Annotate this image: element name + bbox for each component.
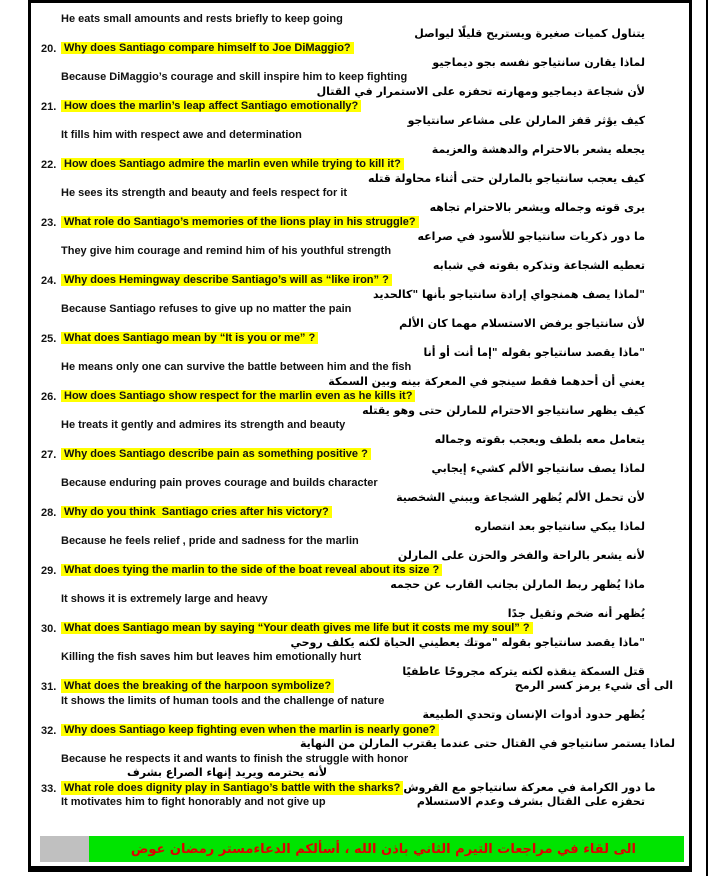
question-text-highlighted: Why does Santiago keep fighting even when the marlin is nearly gone? xyxy=(61,724,439,736)
question-number: 20. xyxy=(41,43,57,55)
question-text-highlighted: How does Santiago show respect for the marlin even as he kills it? xyxy=(61,390,415,402)
qa-arabic-row: يُظهر حدود أدوات الإنسان وتحدي الطبيعة xyxy=(422,708,645,721)
footer-message: الى لقاء في مراجعات التيرم الثاني باذن الله ، أسألكم الدعاء xyxy=(253,841,636,857)
qa-question-row xyxy=(31,389,689,404)
question-text-highlighted: Why does Santiago describe pain as something positive ? xyxy=(61,448,371,460)
question-number: 31. xyxy=(41,681,57,693)
qa-answer-row xyxy=(31,360,689,375)
question-number: 27. xyxy=(41,449,57,461)
qa-question-row xyxy=(31,723,689,738)
qa-question-row xyxy=(31,447,689,462)
qa-answer-row xyxy=(31,302,689,317)
qa-answer-row xyxy=(31,244,689,259)
arabic-text: الى أى شيء يرمز كسر الرمح xyxy=(514,679,673,692)
question-number: 25. xyxy=(41,333,57,345)
qa-arabic-row: لأن تحمل الألم يُظهر الشجاعة ويبني الشخصية xyxy=(396,490,645,504)
qa-question-row xyxy=(31,215,689,230)
question-text-highlighted: What does tying the marlin to the side of the boat reveal about its size ? xyxy=(61,564,442,576)
question-number: 24. xyxy=(41,275,57,287)
qa-answer-row xyxy=(31,752,689,767)
qa-question-row xyxy=(31,99,689,114)
qa-arabic-row: يُظهر أنه ضخم وثقيل جدًا xyxy=(507,606,645,620)
answer-text: He treats it gently and admires its strength and beauty xyxy=(61,419,346,431)
answer-text: It motivates him to fight honorably and not give up xyxy=(61,796,326,808)
page-shadow-line xyxy=(706,0,708,876)
question-text-highlighted: What role does dignity play in Santiago’s battle with the sharks? xyxy=(61,781,403,795)
qa-arabic-row: لأنه يشعر بالراحة والفخر والحزن على المارلن xyxy=(397,548,645,562)
qa-answer-row xyxy=(31,186,689,201)
question-text-highlighted: Why does Hemingway describe Santiago’s will as “like iron” ? xyxy=(61,274,392,286)
question-text-highlighted: Why do you think Santiago cries after his victory? xyxy=(61,506,332,518)
answer-text: He means only one can survive the battle between him and the fish xyxy=(61,361,412,373)
qa-pair-row xyxy=(31,795,689,810)
qa-question-row xyxy=(31,563,689,578)
qa-answer-row xyxy=(31,592,689,607)
qa-arabic-row: لأن سانتياجو يرفض الاستسلام مهما كان الألم xyxy=(399,316,645,330)
qa-arabic-row: يرى قوته وجماله ويشعر بالاحترام تجاهه xyxy=(429,200,645,214)
qa-arabic-row: تعطيه الشجاعة وتذكره بقوته في شبابه xyxy=(432,258,645,272)
qa-arabic-row: لماذا يصف سانتياجو الألم كشيء إيجابي xyxy=(431,461,645,475)
answer-text: It shows it is extremely large and heavy xyxy=(61,593,268,605)
question-text-highlighted: What does Santiago mean by “It is you or me” ? xyxy=(61,332,318,344)
qa-answer-row xyxy=(31,418,689,433)
answer-text: They give him courage and remind him of his youthful strength xyxy=(61,245,392,257)
question-text-highlighted: What does the breaking of the harpoon symbolize? xyxy=(61,679,334,693)
qa-arabic-row: لأنه يحترمه ويريد إنهاء الصراع بشرف xyxy=(127,766,328,779)
qa-arabic-row: قتل السمكة ينقذه لكنه يتركه مجروحًا عاطفيًا xyxy=(402,664,645,678)
qa-arabic-row: كيف يظهر سانتياجو الاحترام للمارلن حتى وهو يقتله xyxy=(362,403,645,417)
qa-pair-row xyxy=(31,679,689,694)
qa-answer-row xyxy=(31,128,689,143)
question-number: 22. xyxy=(41,159,57,171)
answer-text: It shows the limits of human tools and the challenge of nature xyxy=(61,694,385,707)
qa-arabic-row: "ماذا يقصد سانتياجو بقوله "إما أنت أو أنا xyxy=(423,345,645,359)
qa-question-row xyxy=(31,331,689,346)
footer-green-bar xyxy=(89,836,684,862)
qa-question-row xyxy=(31,621,689,636)
qa-arabic-row: يتناول كميات صغيرة ويستريح قليلًا ليواصل xyxy=(414,26,645,40)
qa-question-row xyxy=(31,41,689,56)
question-number: 26. xyxy=(41,391,57,403)
question-text-highlighted: What does Santiago mean by saying “Your death gives me life but it costs me my soul” ? xyxy=(61,622,533,634)
qa-arabic-row: لماذا يستمر سانتياجو في القتال حتى عندما يقترب المارلن من النهاية xyxy=(299,737,675,750)
footer-teacher-name: مستر رمضان عوض xyxy=(130,841,254,857)
qa-question-row xyxy=(31,273,689,288)
qa-arabic-row: "لماذا يصف همنجواي إرادة سانتياجو بأنها "كالحديد xyxy=(373,287,645,301)
question-text-highlighted: What role do Santiago’s memories of the lions play in his struggle? xyxy=(61,216,419,228)
question-text-highlighted: How does the marlin’s leap affect Santiago emotionally? xyxy=(61,100,361,112)
qa-arabic-row: ما دور ذكريات سانتياجو للأسود في صراعه xyxy=(417,229,645,243)
footer-bar xyxy=(40,836,684,862)
question-text-highlighted: How does Santiago admire the marlin even while trying to kill it? xyxy=(61,158,404,170)
question-text-highlighted: Why does Santiago compare himself to Joe DiMaggio? xyxy=(61,42,354,54)
footer-gray-box xyxy=(40,836,89,862)
qa-answer-row xyxy=(31,70,689,85)
qa-answer-row xyxy=(31,476,689,491)
qa-arabic-row: كيف يؤثر قفز المارلن على مشاعر سانتياجو xyxy=(407,113,645,127)
qa-arabic-row: يجعله يشعر بالاحترام والدهشة والعزيمة xyxy=(431,142,645,156)
answer-text: Because he feels relief , pride and sadness for the marlin xyxy=(61,535,359,547)
qa-answer-row xyxy=(31,650,689,665)
qa-list xyxy=(31,3,689,810)
answer-text: He sees its strength and beauty and feels respect for it xyxy=(61,187,348,199)
qa-arabic-row: يعني أن أحدهما فقط سينجو في المعركة بينه وبين السمكة xyxy=(328,374,645,388)
qa-question-row xyxy=(31,157,689,172)
qa-arabic-row: لأن شجاعة ديماجيو ومهارته تحفزه على الاستمرار في القتال xyxy=(316,84,645,98)
question-number: 28. xyxy=(41,507,57,519)
qa-answer-row xyxy=(31,694,689,709)
answer-text: Because enduring pain proves courage and builds character xyxy=(61,477,378,489)
answer-text: It fills him with respect awe and determination xyxy=(61,129,302,141)
page-frame xyxy=(28,0,692,872)
arabic-text: ما دور الكرامة في معركة سانتياجو مع القروش xyxy=(403,780,656,794)
qa-arabic-row: كيف يعجب سانتياجو بالمارلن حتى أثناء محاولة قتله xyxy=(367,171,645,185)
question-number: 29. xyxy=(41,565,57,577)
qa-arabic-row: لماذا يبكي سانتياجو بعد انتصاره xyxy=(474,519,645,533)
qa-answer-row xyxy=(31,12,689,27)
qa-answer-row xyxy=(31,534,689,549)
qa-arabic-row: "ماذا يقصد سانتياجو بقوله "موتك يعطيني الحياة لكنه يكلف روحي xyxy=(290,635,645,649)
answer-text: Because DiMaggio’s courage and skill inspire him to keep fighting xyxy=(61,71,408,83)
question-number: 23. xyxy=(41,217,57,229)
answer-text: He eats small amounts and rests briefly to keep going xyxy=(61,13,343,25)
qa-question-row xyxy=(31,505,689,520)
answer-text: Killing the fish saves him but leaves him emotionally hurt xyxy=(61,651,362,663)
answer-text: Because he respects it and wants to finish the struggle with honor xyxy=(61,752,409,765)
answer-text: Because Santiago refuses to give up no matter the pain xyxy=(61,303,352,315)
question-number: 33. xyxy=(41,782,57,795)
question-number: 30. xyxy=(41,623,57,635)
qa-pair-row xyxy=(31,781,689,796)
qa-arabic-row: لماذا يقارن سانتياجو نفسه بجو ديماجيو xyxy=(432,55,645,69)
question-number: 21. xyxy=(41,101,57,113)
question-number: 32. xyxy=(41,724,57,737)
qa-arabic-row: ماذا يُظهر ربط المارلن بجانب القارب عن حجمه xyxy=(390,577,645,591)
qa-arabic-row: يتعامل معه بلطف ويعجب بقوته وجماله xyxy=(434,432,645,446)
arabic-text: تحفزه على القتال بشرف وعدم الاستسلام xyxy=(416,795,645,808)
